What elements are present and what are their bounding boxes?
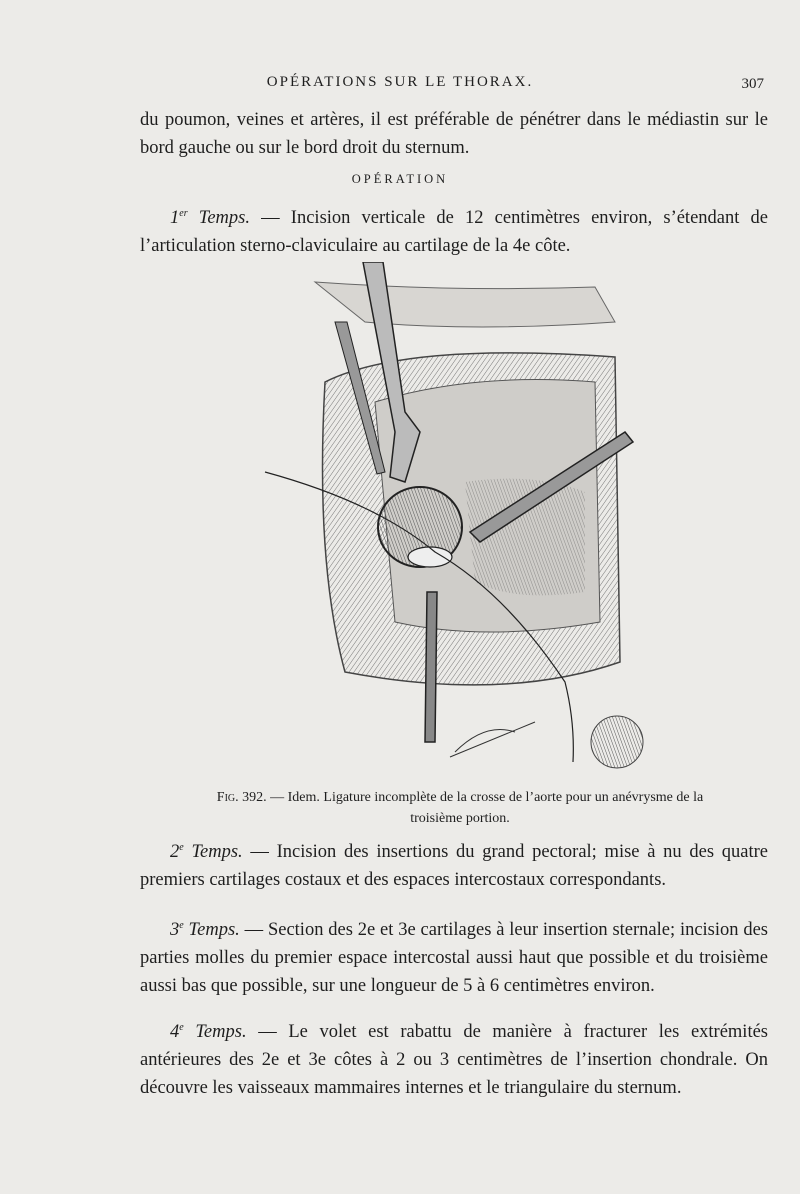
forceps-lower [425, 592, 437, 742]
step-3-paragraph [140, 912, 768, 1000]
step-3-number: 3e Temps. [170, 920, 240, 941]
aortic-arch [408, 547, 452, 567]
step-3-text: — Section des 2e et 3e cartilages à leur insertion sternale; incision des parties molles du premier espace intercostal aussi haut que possible et du troisième aussi bas que possible, sur une longueur de 5 à 6 centimètres environ. [140, 920, 769, 997]
step-2-text: — Incision des insertions du grand pectoral; mise à nu des quatre premiers cartilages costaux et des espaces intercostaux correspondants. [140, 842, 769, 891]
running-head: OPÉRATIONS SUR LE THORAX. [266, 74, 534, 90]
step-1-number: 1er Temps. [170, 208, 250, 229]
step-1-text: — Incision verticale de 12 centimètres environ, s’étendant de l’articulation sterno-claviculaire au cartilage de la 4e côte. [140, 208, 769, 257]
section-title: OPÉRATION [351, 172, 449, 186]
step-2-paragraph [140, 834, 768, 894]
page-number: 307 [741, 76, 764, 92]
intro-paragraph: du poumon, veines et artères, il est préférable de pénétrer dans le médiastin sur le bord gauche ou sur le bord droit du sternum. [140, 110, 768, 158]
surgical-illustration [255, 262, 655, 782]
skin-flap-top [315, 282, 615, 327]
figure-caption-text: — Idem. Ligature incomplète de la crosse de l’aorte pour un anévrysme de la troisième portion. [266, 790, 704, 826]
step-4-text: — Le volet est rabattu de manière à fracturer les extrémités antérieures des 2e et 3e côtes à 2 ou 3 centimètres de l’insertion chondrale. On découvre les vaisseaux mammaires internes et le triangulaire du sternum. [140, 1022, 769, 1099]
step-1-paragraph [140, 200, 768, 260]
step-4-number: 4e Temps. [170, 1022, 247, 1043]
figure-label: Fig. 392. [216, 790, 267, 805]
artist-signature [450, 722, 535, 757]
step-4-paragraph [140, 1014, 768, 1102]
step-2-number: 2e Temps. [170, 842, 243, 863]
figure-caption [200, 787, 720, 829]
nipple [591, 716, 643, 768]
